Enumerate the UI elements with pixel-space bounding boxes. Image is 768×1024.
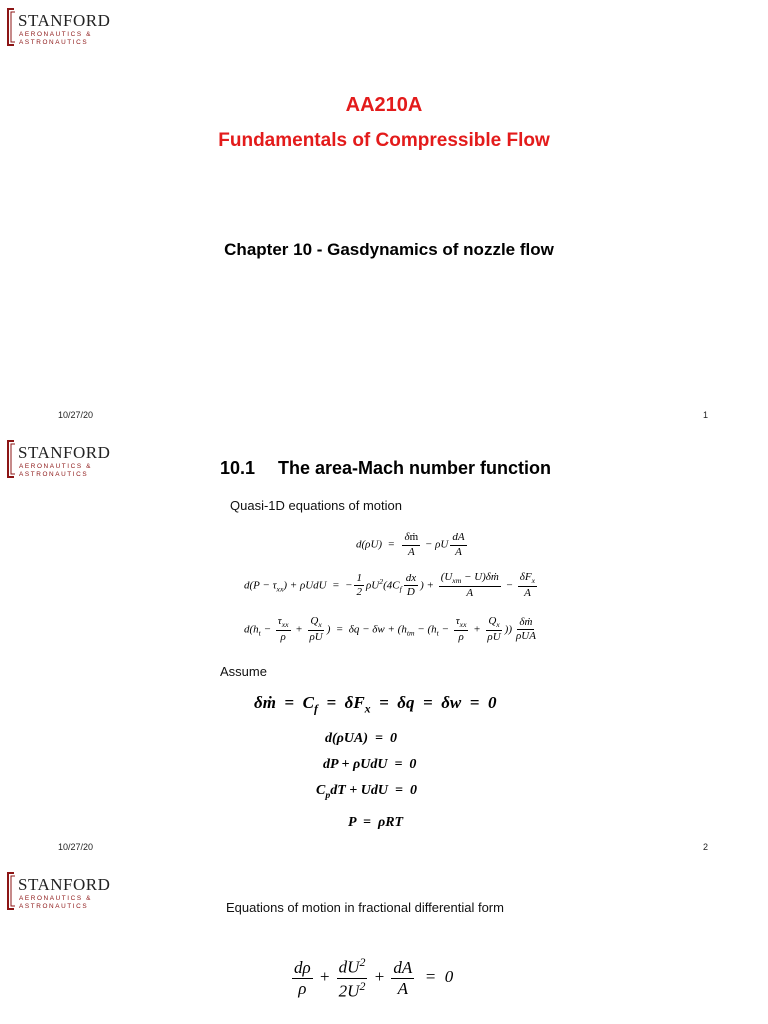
stanford-logo [6,440,111,482]
course-title: Fundamentals of Compressible Flow [218,130,550,151]
section-number: 10.1 [220,458,256,478]
slide-date: 10/27/20 [58,410,94,420]
page-number: 1 [702,410,708,420]
logo-line-2: ASTRONAUTICS [19,39,89,46]
logo-line-1: AERONAUTICS & [19,463,92,470]
section-title: The area-Mach number function [278,458,552,478]
stanford-logo [6,8,111,50]
slide-date: 10/27/20 [58,842,94,852]
logo-name: STANFORD [18,875,111,894]
slide-1 [0,0,768,432]
equation-energy-simple: $C_pdT$ + UdU = 0 [316,783,417,801]
logo-name: STANFORD [18,11,111,30]
logo-bracket-icon [6,440,16,478]
logo-name: STANFORD [18,443,111,462]
intro-text: Equations of motion in fractional differential form [226,900,504,915]
stanford-logo [6,872,111,914]
logo-line-1: AERONAUTICS & [19,31,92,38]
logo-line-2: ASTRONAUTICS [19,471,89,478]
equation-energy: $d(h_t$ − $\frac{\tau_{xx}}{\rho}$ + $\frac{Q_x}{\rho U}$ ) = $\delta q - \delta w + (h_{tm} - (h_t$ − $\frac{\tau_{xx}}{\rho}$ + $\frac{Q_x}{\rho U}$ )) $\frac{\text{δṁ}}{\text{ρUA}}$ [244,615,536,644]
course-code: AA210A [345,94,423,116]
chapter-title: Chapter 10 - Gasdynamics of nozzle flow [224,240,554,259]
page-number: 2 [702,842,708,852]
equation-continuity: d(ρUA) = 0 [325,731,397,746]
equation-fractional-continuity: $\frac{d\rho}{\rho}$ + $\frac{dU^2}{2U^2}$ + $\frac{dA}{A}$ = 0 [294,955,454,1001]
equation-mass: d(ρU) = $\frac{\text{δṁ}}{A}$ − ρU $\frac{dA}{A}$ [356,531,465,558]
equation-momentum: $d(P - \tau_{xx}) + \rho UdU$ = − $\frac{1}{2}$ $\rho U^2(4C_f$ $\frac{dx}{D}$ ) + $\frac{(U_{xm} - U)\delta ṁ}{A}$ − $\frac{\delta F_x}{A}$ [244,571,536,600]
logo-line-2: ASTRONAUTICS [19,903,89,910]
assume-label: Assume [220,664,267,679]
logo-line-1: AERONAUTICS & [19,895,92,902]
equation-momentum-simple: dP + ρUdU = 0 [323,757,417,772]
section-heading [220,458,551,479]
logo-bracket-icon [6,8,16,46]
intro-text: Quasi-1D equations of motion [230,498,402,513]
equation-assumption: δṁ = $C_f = \delta F_x = \delta q = \delta w = 0$ [254,693,497,716]
slide-2 [0,432,768,864]
equation-state: P = ρRT [348,815,404,830]
slide-3 [0,864,768,1024]
logo-bracket-icon [6,872,16,910]
